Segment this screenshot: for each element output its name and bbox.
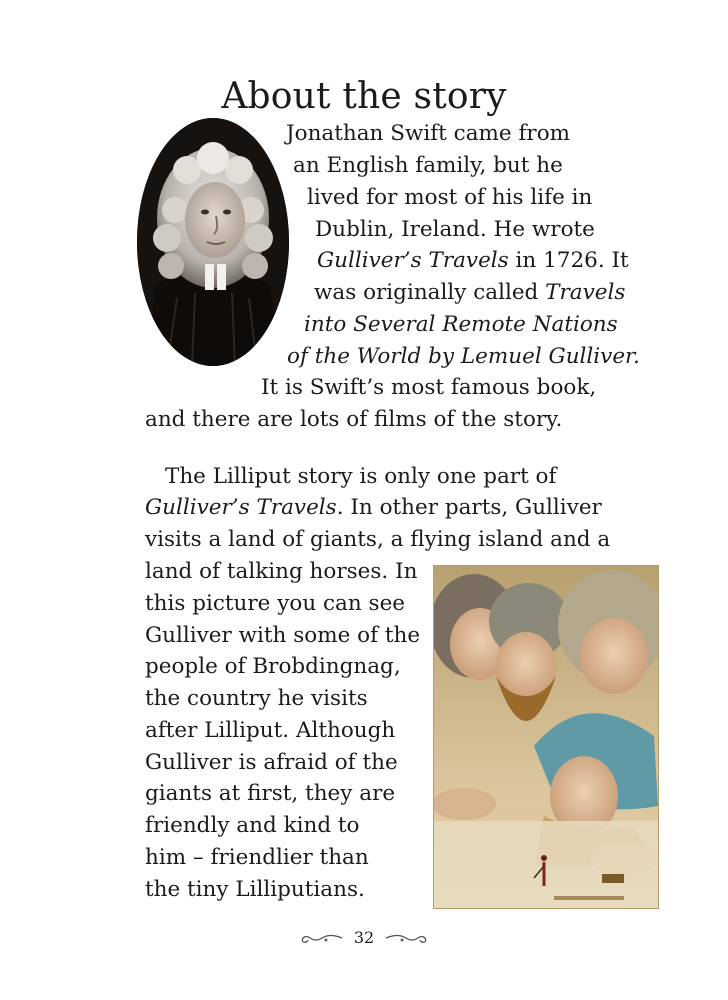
para1-line: lived for most of his life in [307,185,593,210]
left-flourish-icon [300,931,344,945]
para1-text: Dublin, Ireland. He wrote [315,217,595,242]
para1-line [314,282,625,304]
swift-portrait [137,118,289,366]
original-title-italic: Travels [545,280,626,305]
page-number: 32 [353,928,375,947]
para1-line: Jonathan Swift came from [286,121,571,146]
para2-line: the country he visits [145,686,368,711]
para2-line: the tiny Lilliputians. [145,877,365,902]
para1-line: It is Swift’s most famous book, [261,375,597,400]
book-title-italic: Gulliver’s Travels [317,248,509,273]
para1-text: was originally called [314,280,546,305]
page-title: About the story [221,76,507,118]
book-title-italic: Gulliver’s Travels. [145,495,344,520]
para1-line [317,250,629,272]
para2-line: this picture you can see [145,591,406,616]
para2-text: In other parts, Gulliver [343,495,602,520]
brobdingnag-illustration [434,566,658,908]
para1-text: in 1726. It [508,248,629,273]
para2-line: friendly and kind to [145,813,360,838]
para2-line: him – friendlier than [145,845,369,870]
para1-line: an English family, but he [293,153,563,178]
para1-line [315,219,595,241]
page-footer [0,928,728,949]
para2-line: after Lilliput. Although [145,718,396,743]
para2-line: people of Brobdingnag, [145,654,401,679]
para1-line: of the World by Lemuel Gulliver. [287,344,640,369]
para2-line: land of talking horses. In [145,559,418,584]
para2-line: giants at first, they are [145,781,396,806]
para2-line: Gulliver is afraid of the [145,750,398,775]
para2-line [145,497,602,519]
para1-line: and there are lots of films of the story. [145,407,563,432]
para2-line: visits a land of giants, a flying island and a [145,527,611,552]
para1-line: into Several Remote Nations [304,312,618,337]
right-flourish-icon [384,931,428,945]
para2-line: The Lilliput story is only one part of [165,464,557,489]
para2-line: Gulliver with some of the [145,623,421,648]
